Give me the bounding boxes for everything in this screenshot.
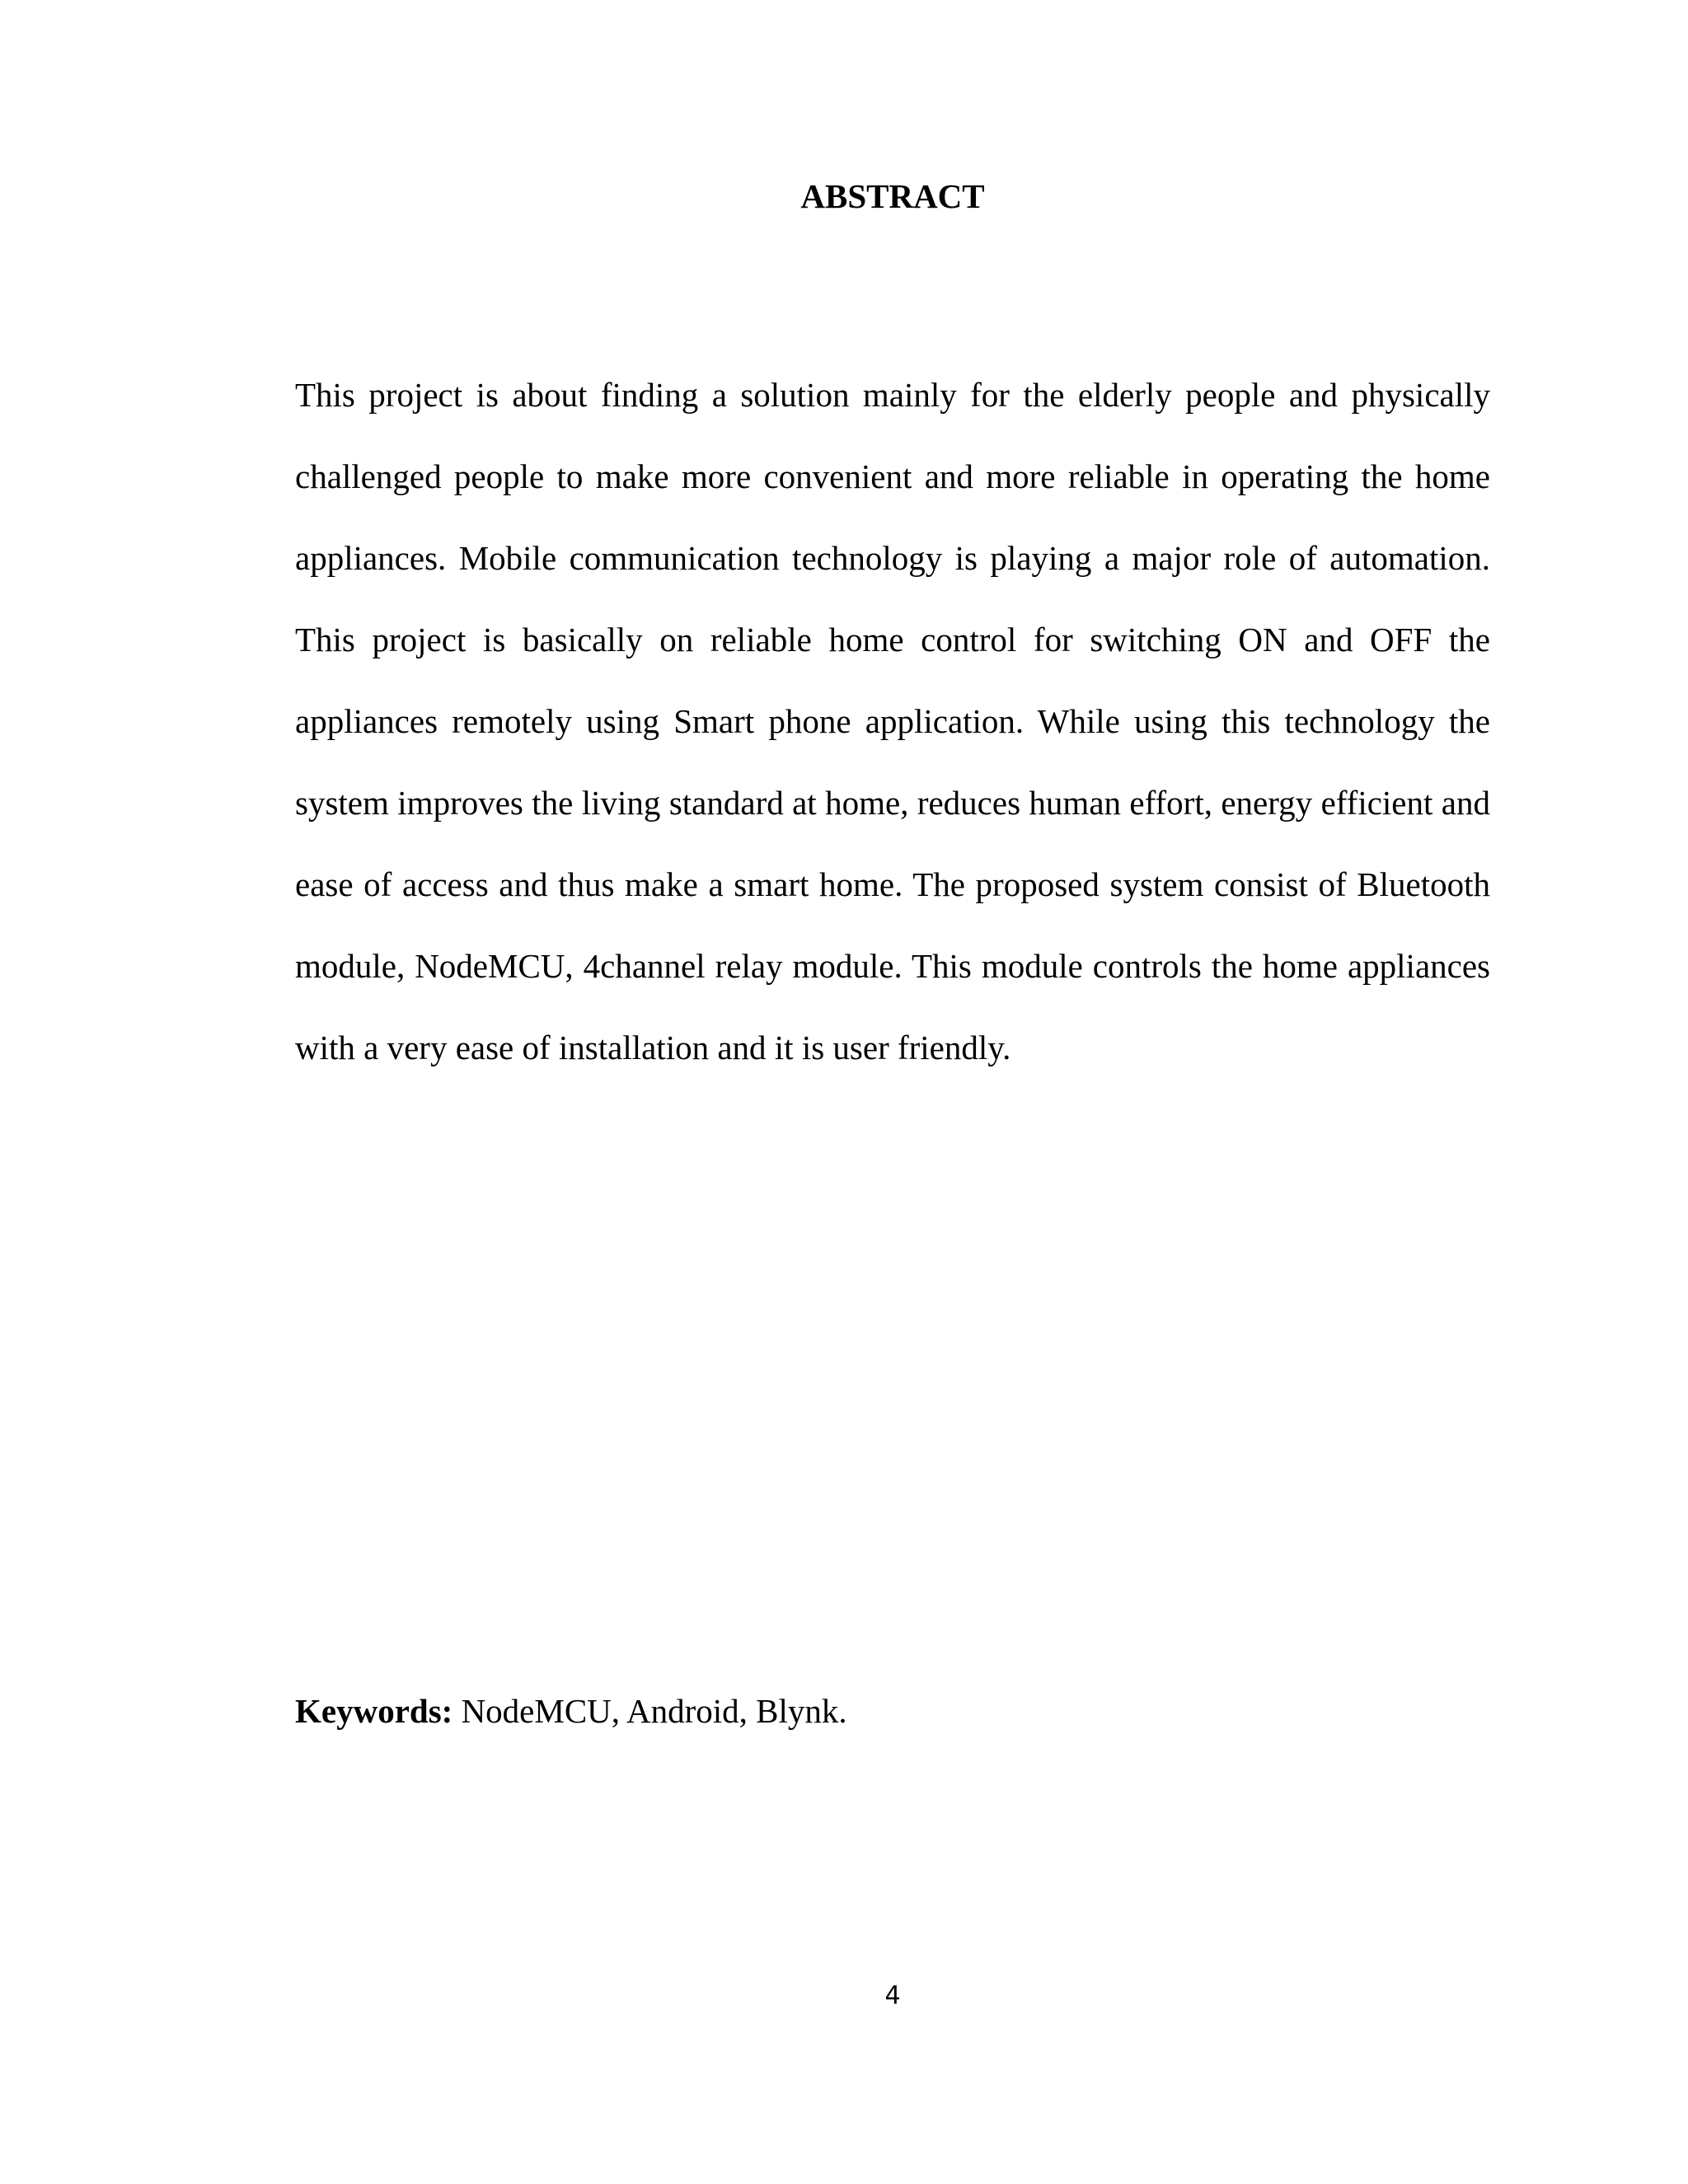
abstract-paragraph: This project is about finding a solution mainly for the elderly people and physically challenged people to make more convenient and more reliable in operating the home appliances. Mobile communication technology is playing a major role of automation. This project is basically on reliable home control for switching ON and OFF the appliances remotely using Smart phone application. While using this technology the system improves the living standard at home, reduces human effort, energy efficient and ease of access and thus make a smart home. The proposed system consist of Bluetooth module, NodeMCU, 4channel relay module. This module controls the home appliances with a very ease of installation and it is user friendly.: [295, 376, 1490, 1066]
keywords-line: [295, 1690, 1490, 1732]
keywords-value: NodeMCU, Android, Blynk.: [452, 1692, 847, 1730]
page-title: ABSTRACT: [800, 177, 985, 215]
page-number: 4: [884, 1981, 901, 2010]
keywords-label: Keywords:: [295, 1692, 453, 1730]
